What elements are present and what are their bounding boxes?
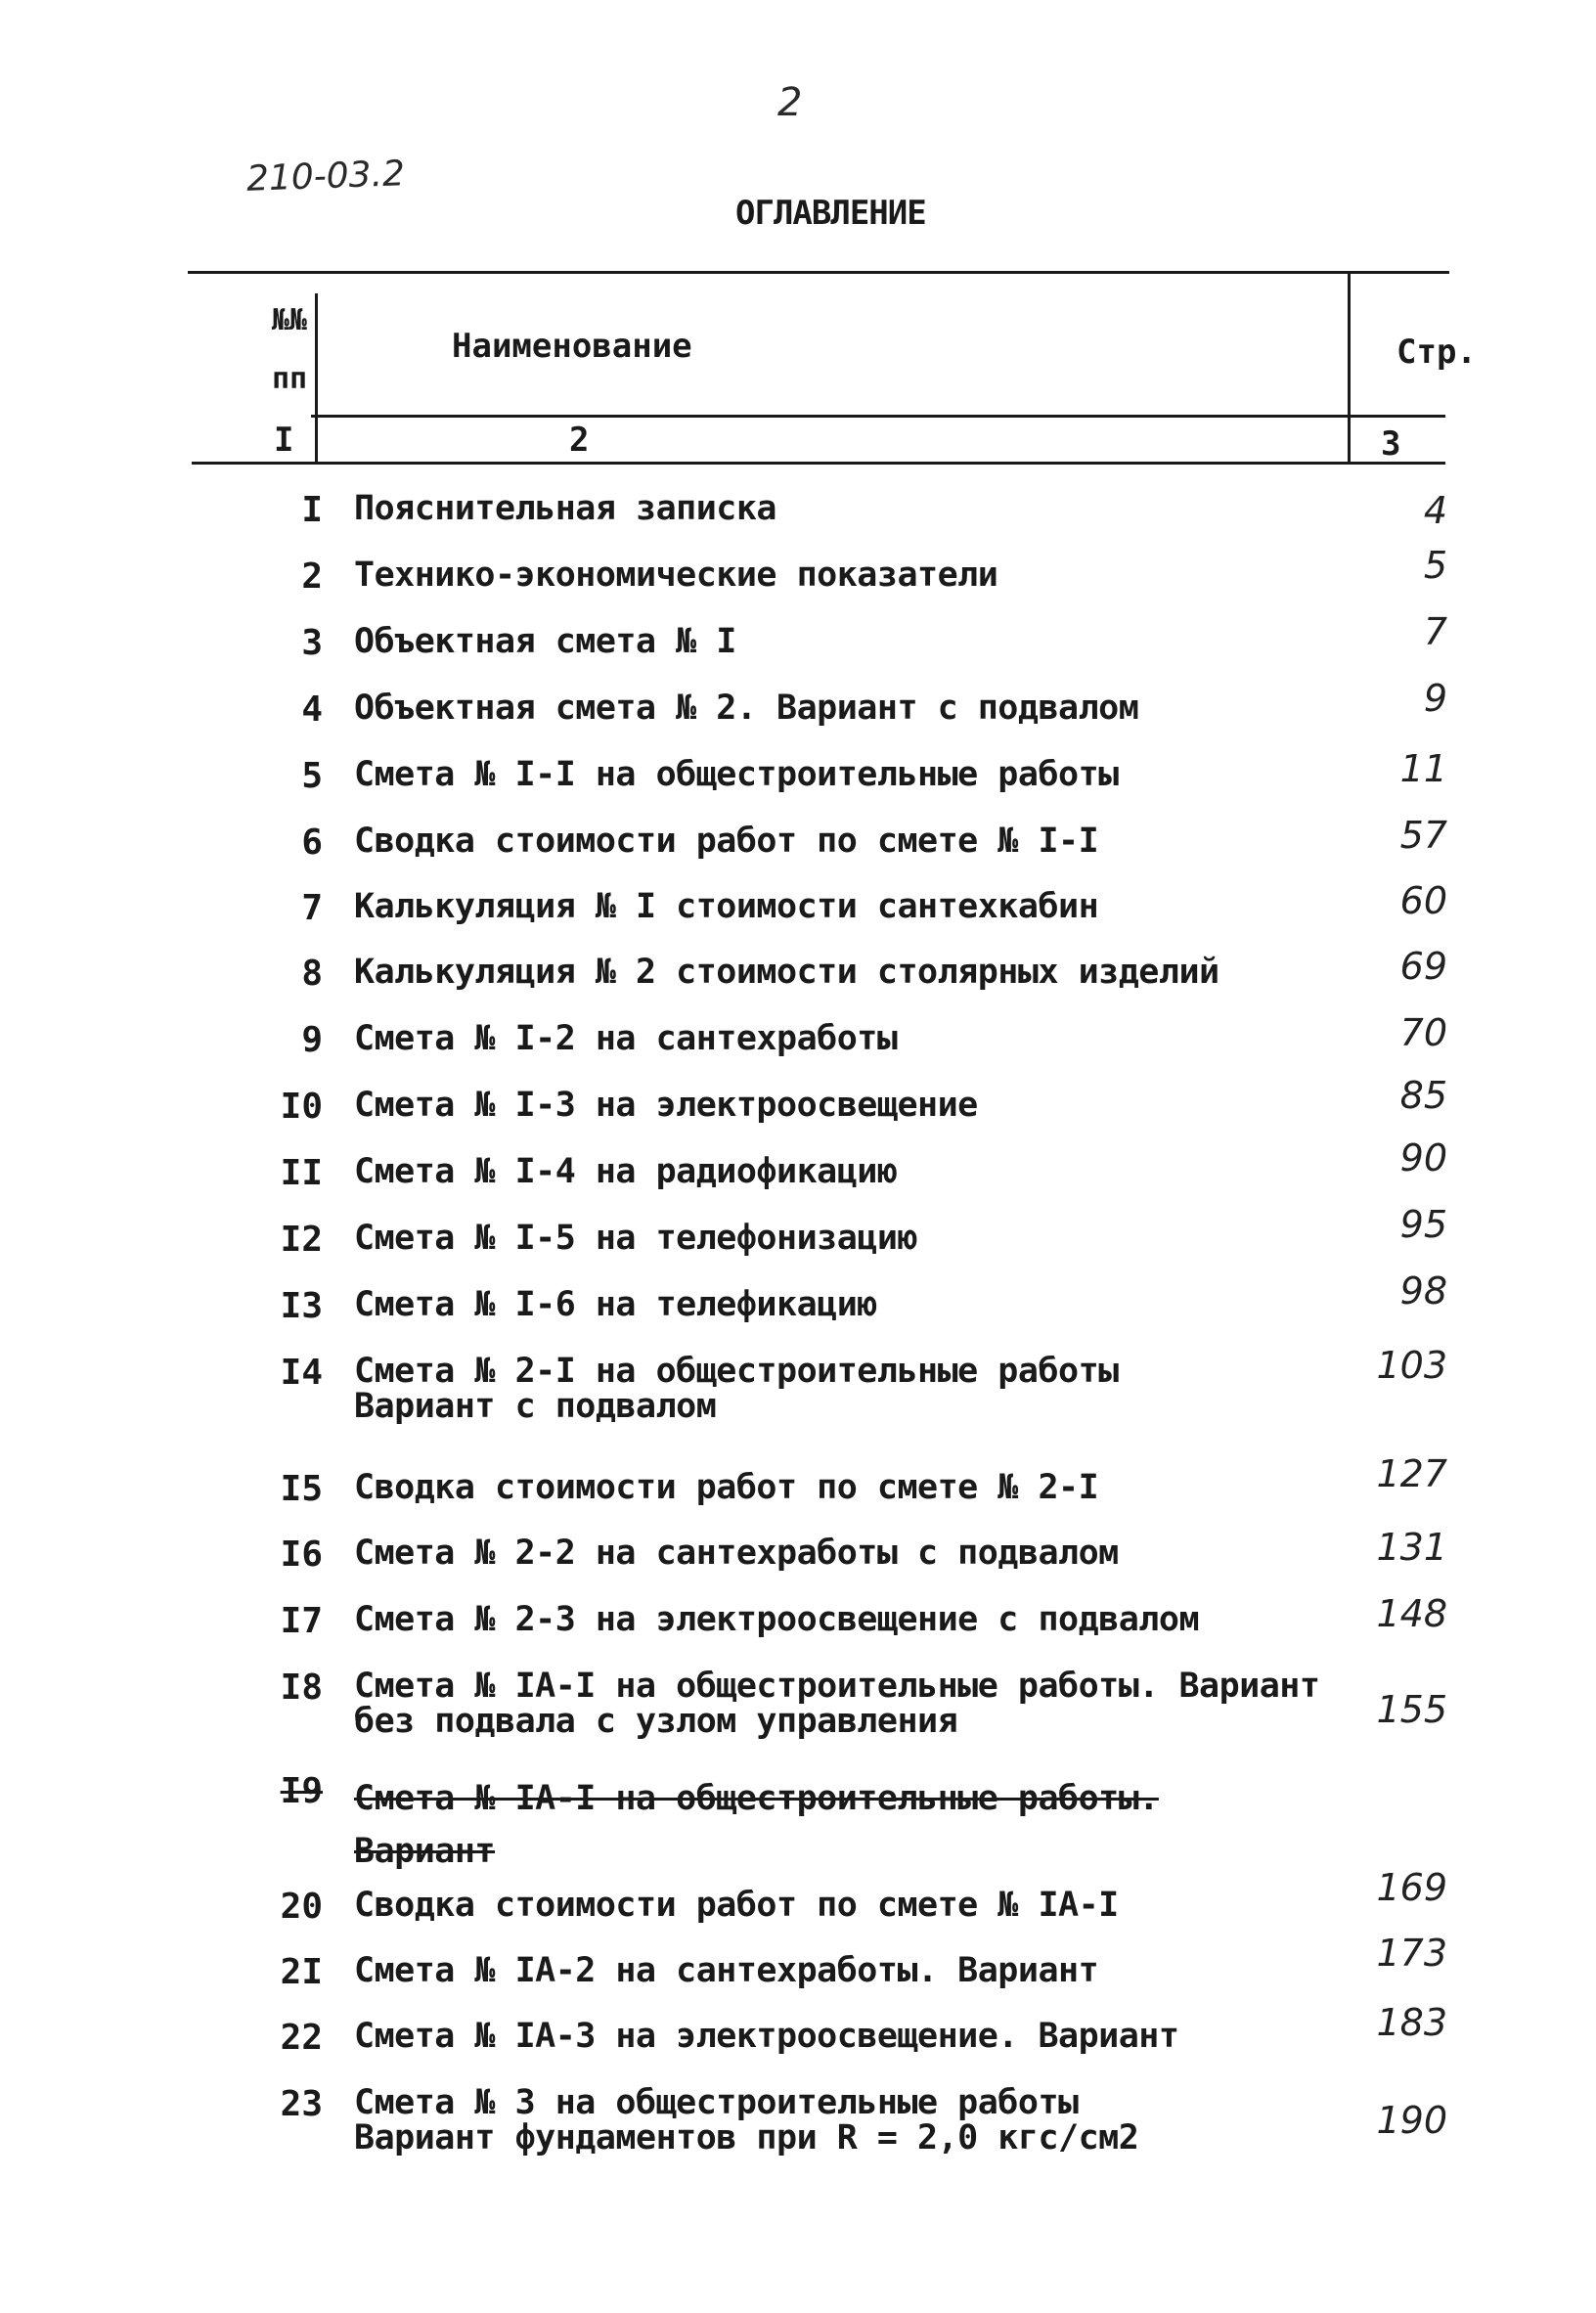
row-title: Объектная смета № 2. Вариант с подвалом xyxy=(354,689,1139,728)
row-title: Пояснительная записка xyxy=(354,489,777,528)
row-title: Технико-экономические показатели xyxy=(354,556,998,595)
row-title: Калькуляция № 2 стоимости столярных изделий xyxy=(354,953,1219,992)
row-number: I6 xyxy=(280,1535,323,1575)
row-title: Смета № IА-3 на электроосвещение. Вариант xyxy=(354,2017,1179,2056)
row-number: I2 xyxy=(280,1220,323,1260)
row-title: Смета № I-4 на радиофикацию xyxy=(354,1152,898,1191)
row-number: 9 xyxy=(301,1020,323,1060)
document-code: 210-03.2 xyxy=(245,154,406,200)
row-title: Смета № IА-I на общестроительные работы. Вариант xyxy=(354,1779,1159,1871)
row-page: 183 xyxy=(1376,2001,1447,2044)
row-page: 155 xyxy=(1376,1688,1447,1731)
row-title: Смета № 2-I на общестроительные работы Вариант с подвалом xyxy=(354,1352,1119,1426)
row-title: Сводка стоимости работ по смете № IА-I xyxy=(354,1886,1119,1925)
row-title: Смета № 2-2 на сантехработы с подвалом xyxy=(354,1534,1119,1573)
row-number: I7 xyxy=(280,1601,323,1641)
row-page: 11 xyxy=(1399,747,1447,790)
header-page-label: Стр. xyxy=(1396,333,1477,372)
row-page: 9 xyxy=(1423,677,1447,720)
header-top-rule xyxy=(188,271,1449,274)
row-page: 173 xyxy=(1376,1932,1447,1975)
header-bottom-rule xyxy=(192,462,1445,465)
row-number: 2 xyxy=(301,556,323,597)
header-number-label: №№ xyxy=(272,303,308,337)
row-page: 127 xyxy=(1376,1452,1447,1495)
row-number: I8 xyxy=(280,1668,323,1708)
row-title: Смета № I-6 на телефикацию xyxy=(354,1285,877,1324)
row-number: I0 xyxy=(280,1087,323,1127)
row-number: 5 xyxy=(301,756,323,796)
row-number: 23 xyxy=(280,2084,323,2124)
page-number: 2 xyxy=(777,80,803,125)
page-title: ОГЛАВЛЕНИЕ xyxy=(735,194,926,233)
row-page: 148 xyxy=(1376,1592,1447,1635)
row-number: 20 xyxy=(280,1887,323,1927)
row-title: Смета № I-I на общестроительные работы xyxy=(354,755,1119,794)
row-page: 57 xyxy=(1399,814,1447,857)
row-page: 90 xyxy=(1399,1136,1447,1179)
row-number: I4 xyxy=(280,1353,323,1393)
column-index-3: 3 xyxy=(1381,424,1401,464)
row-title: Калькуляция № I стоимости сантехкабин xyxy=(354,887,1099,926)
row-number: 22 xyxy=(280,2018,323,2058)
row-page: 95 xyxy=(1399,1203,1447,1246)
row-title: Смета № I-5 на телефонизацию xyxy=(354,1219,918,1258)
row-number: 3 xyxy=(301,623,323,663)
row-number: I3 xyxy=(280,1286,323,1326)
header-left-divider xyxy=(315,293,318,464)
row-number: I5 xyxy=(280,1469,323,1509)
row-number: 4 xyxy=(301,689,323,730)
row-title: Объектная смета № I xyxy=(354,622,736,661)
row-number: I9 xyxy=(280,1771,323,1811)
row-title: Смета № IА-2 на сантехработы. Вариант xyxy=(354,1951,1099,1990)
header-right-divider xyxy=(1348,274,1351,464)
row-number: II xyxy=(280,1153,323,1193)
row-title: Сводка стоимости работ по смете № 2-I xyxy=(354,1468,1099,1507)
row-page: 98 xyxy=(1399,1269,1447,1312)
row-page: 103 xyxy=(1376,1344,1447,1387)
header-mid-rule xyxy=(311,415,1445,418)
row-page: 69 xyxy=(1399,945,1447,988)
row-page: 85 xyxy=(1399,1074,1447,1117)
header-number-label-2: пп xyxy=(272,362,308,396)
row-number: 6 xyxy=(301,823,323,863)
row-title: Смета № 3 на общестроительные работы Вариант фундаментов при R = 2,0 кгс/см2 xyxy=(354,2083,1139,2157)
row-number: 7 xyxy=(301,888,323,928)
row-page: 70 xyxy=(1399,1011,1447,1054)
row-title: Смета № I-2 на сантехработы xyxy=(354,1019,898,1058)
header-name-label: Наименование xyxy=(452,327,692,366)
column-index-2: 2 xyxy=(569,421,590,460)
row-number: I xyxy=(301,490,323,530)
row-page: 5 xyxy=(1423,544,1447,587)
row-number: 8 xyxy=(301,954,323,994)
row-title: Смета № 2-3 на электроосвещение с подвалом xyxy=(354,1600,1200,1639)
row-page: 169 xyxy=(1376,1866,1447,1909)
row-page: 60 xyxy=(1399,879,1447,922)
row-title: Смета № IА-I на общестроительные работы. Вариант без подвала с узлом управления xyxy=(354,1667,1320,1741)
row-page: 131 xyxy=(1376,1526,1447,1569)
row-page: 190 xyxy=(1376,2099,1447,2142)
row-title: Сводка стоимости работ по смете № I-I xyxy=(354,822,1099,861)
column-index-1: I xyxy=(274,421,294,460)
row-page: 4 xyxy=(1423,489,1447,532)
row-page: 7 xyxy=(1423,610,1447,653)
row-title: Смета № I-3 на электроосвещение xyxy=(354,1086,978,1125)
row-number: 2I xyxy=(280,1952,323,1992)
